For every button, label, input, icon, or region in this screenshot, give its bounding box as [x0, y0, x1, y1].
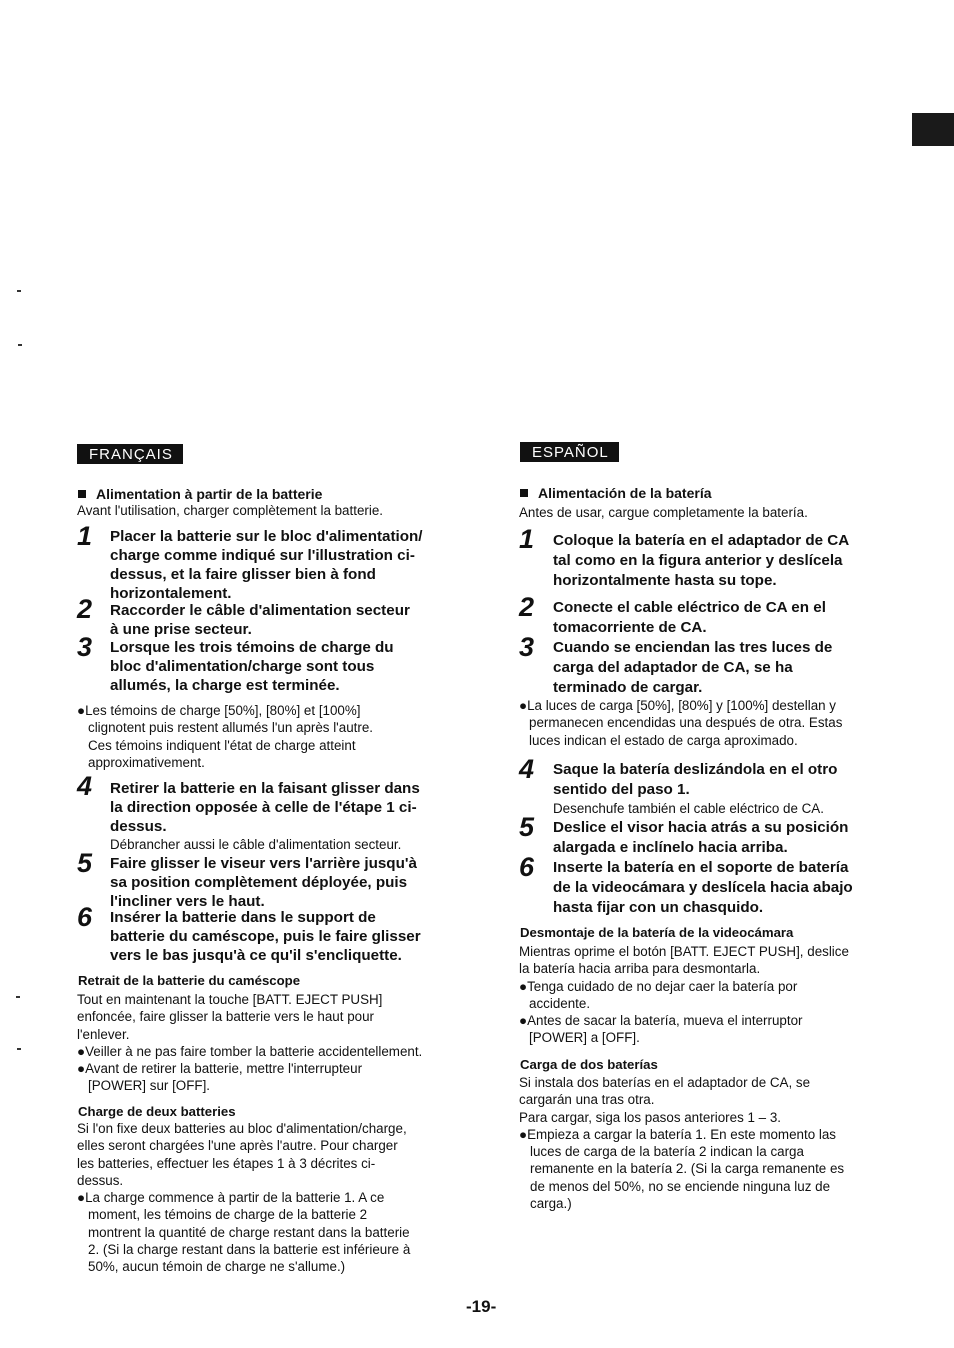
square-bullet-icon [520, 489, 528, 497]
step-line: vers le bas jusqu'à ce qu'il s'encliquette. [110, 947, 402, 964]
intro-text-spanish: Antes de usar, cargue completamente la batería. [519, 505, 808, 520]
note-line: approximativement. [88, 754, 205, 770]
margin-dot [18, 344, 22, 346]
subsection-text [77, 1120, 410, 1276]
section-title-spanish [520, 485, 712, 501]
text-line: montrent la quantité de charge restant dans la batterie [88, 1224, 410, 1240]
subsection-text [77, 991, 422, 1095]
text-line: remanente en la batería 2. (Si la carga remanente es [530, 1161, 845, 1177]
step-line: Faire glisser le viseur vers l'arrière jusqu'à [110, 855, 417, 872]
step-line: tal como en la figura anterior y deslícela [553, 552, 843, 569]
note-line: ●Les témoins de charge [50%], [80%] et [100%] [77, 703, 361, 718]
text-line: ●Avant de retirer la batterie, mettre l'interrupteur [77, 1061, 363, 1077]
text-line: Si l'on fixe deux batteries au bloc d'alimentation/charge, [77, 1121, 407, 1136]
subsection-title: Desmontaje de la batería de la videocámara [520, 925, 794, 940]
note-text [77, 702, 373, 771]
step-text [553, 531, 849, 591]
step-number: 2 [77, 594, 93, 624]
step-line: horizontalement. [110, 585, 232, 602]
step-line: Conecte el cable eléctrico de CA en el [553, 599, 826, 616]
step-text [110, 854, 417, 911]
step-text [553, 818, 848, 858]
text-line: ●La charge commence à partir de la batterie 1. A ce [77, 1190, 385, 1206]
note-line: Ces témoins indiquent l'état de charge atteint [88, 737, 356, 753]
text-line: cargarán una tras otra. [519, 1092, 655, 1108]
subsection-title: Carga de dos baterías [520, 1057, 658, 1072]
step-text [553, 760, 837, 800]
step-line: terminado de cargar. [553, 679, 703, 696]
step-number: 4 [77, 771, 93, 801]
section-title-text: Alimentación de la batería [538, 485, 712, 501]
step-text [553, 598, 826, 638]
step-line: batterie du caméscope, puis le faire glisser [110, 928, 421, 945]
section-title-text: Alimentation à partir de la batterie [96, 486, 323, 502]
note-line: clignotent puis restent allumés l'un après l'autre. [88, 720, 373, 736]
text-line: dessus. [77, 1172, 124, 1188]
text-line: Si instala dos baterías en el adaptador de CA, se [519, 1075, 811, 1090]
step-number: 2 [519, 592, 535, 622]
step-line: Raccorder le câble d'alimentation secteur [110, 602, 410, 619]
step-line: allumés, la charge est terminée. [110, 677, 340, 694]
step-line: carga del adaptador de CA, se ha [553, 659, 793, 676]
step-line: l'incliner vers le haut. [110, 893, 265, 910]
text-line: carga.) [530, 1196, 572, 1212]
text-line: de menos del 50%, no se enciende ninguna luz de [530, 1178, 831, 1194]
language-label-spanish: ESPAÑOL [520, 442, 619, 462]
step-line: sa position complètement déployée, puis [110, 874, 408, 891]
text-line: accidente. [529, 995, 591, 1011]
margin-dot [17, 290, 21, 292]
text-line: Para cargar, siga los pasos anteriores 1 – 3. [519, 1109, 782, 1125]
step-line: Retirer la batterie en la faisant glisser dans [110, 780, 420, 797]
step-line: dessus, et la faire glisser bien à fond [110, 566, 376, 583]
page-number: -19- [466, 1297, 497, 1316]
note-text: Débrancher aussi le câble d'alimentation secteur. [110, 837, 402, 852]
step-line: charge comme indiqué sur l'illustration ci- [110, 547, 415, 564]
step-line: la direction opposée à celle de l'étape 1 ci- [110, 799, 417, 816]
note-text [519, 697, 842, 749]
text-line: 2. (Si la charge restant dans la batterie est inférieure à [88, 1242, 411, 1258]
step-line: à une prise secteur. [110, 621, 252, 638]
section-title-french [78, 486, 322, 502]
step-line: de la videocámara y deslícela hacia abajo [553, 879, 853, 896]
step-text [110, 779, 420, 836]
subsection-text [519, 943, 849, 1047]
step-line: Deslice el visor hacia atrás a su posición [553, 819, 849, 836]
margin-dot [16, 996, 20, 998]
step-number: 4 [519, 754, 535, 784]
text-line: les batteries, effectuer les étapes 1 à 3 décrites ci- [77, 1155, 376, 1171]
text-line: [POWER] a [OFF]. [529, 1030, 640, 1046]
step-number: 3 [77, 632, 93, 662]
subsection-title: Charge de deux batteries [78, 1104, 236, 1119]
step-text [110, 638, 394, 695]
text-line: Mientras oprime el botón [BATT. EJECT PUSH], deslice [519, 944, 849, 959]
page-edge-tab-marker [912, 113, 954, 146]
step-number: 1 [519, 524, 535, 554]
text-line: [POWER] sur [OFF]. [88, 1078, 211, 1094]
step-text [110, 601, 410, 639]
step-line: sentido del paso 1. [553, 781, 690, 798]
margin-dot [17, 1048, 21, 1050]
text-line: Tout en maintenant la touche [BATT. EJECT PUSH] [77, 992, 383, 1007]
text-line: luces de carga de la batería 2 indican la carga [530, 1144, 804, 1160]
text-line: ●Veiller à ne pas faire tomber la batterie accidentellement. [77, 1043, 423, 1059]
step-number: 6 [77, 902, 93, 932]
text-line: moment, les témoins de charge de la batterie 2 [88, 1207, 368, 1223]
intro-text-french: Avant l'utilisation, charger complètement la batterie. [77, 503, 383, 518]
step-line: Lorsque les trois témoins de charge du [110, 639, 394, 656]
step-text [110, 908, 421, 965]
step-line: Coloque la batería en el adaptador de CA [553, 532, 850, 549]
text-line: l'enlever. [77, 1026, 130, 1042]
step-line: alargada e inclínelo hacia arriba. [553, 839, 788, 856]
step-line: Insérer la batterie dans le support de [110, 909, 376, 926]
note-line: permanecen encendidas una después de otra. Estas [529, 715, 843, 731]
step-number: 5 [519, 812, 535, 842]
subsection-title: Retrait de la batterie du caméscope [78, 973, 301, 988]
step-line: Saque la batería deslizándola en el otro [553, 761, 838, 778]
step-line: Placer la batterie sur le bloc d'alimentation/ [110, 528, 423, 545]
text-line: ●Empieza a cargar la batería 1. En este momento las [519, 1126, 836, 1142]
square-bullet-icon [78, 490, 86, 498]
subsection-text [519, 1074, 844, 1212]
step-number: 3 [519, 632, 535, 662]
step-line: bloc d'alimentation/charge sont tous [110, 658, 375, 675]
note-text: Desenchufe también el cable eléctrico de CA. [553, 801, 824, 816]
step-text [553, 638, 832, 698]
step-line: dessus. [110, 818, 167, 835]
step-line: Inserte la batería en el soporte de batería [553, 859, 849, 876]
step-text [553, 858, 853, 918]
note-line: ●La luces de carga [50%], [80%] y [100%] destellan y [519, 698, 837, 713]
step-text [110, 527, 423, 603]
text-line: enfoncée, faire glisser la batterie vers le haut pour [77, 1009, 374, 1025]
text-line: elles seront chargées l'une après l'autre. Pour charger [77, 1138, 398, 1154]
step-line: horizontalmente hasta su tope. [553, 572, 777, 589]
text-line: la batería hacia arriba para desmontarla. [519, 961, 761, 977]
text-line: 50%, aucun témoin de charge ne s'allume.) [88, 1259, 346, 1275]
text-line: ●Antes de sacar la batería, mueva el interruptor [519, 1013, 803, 1029]
note-line: luces indican el estado de carga aproximado. [529, 732, 798, 748]
step-line: tomacorriente de CA. [553, 619, 707, 636]
step-number: 1 [77, 521, 93, 551]
step-number: 6 [519, 852, 535, 882]
step-line: Cuando se enciendan las tres luces de [553, 639, 833, 656]
step-line: hasta fijar con un chasquido. [553, 899, 764, 916]
language-label-french: FRANÇAIS [77, 444, 183, 464]
text-line: ●Tenga cuidado de no dejar caer la batería por [519, 978, 798, 994]
step-number: 5 [77, 848, 93, 878]
